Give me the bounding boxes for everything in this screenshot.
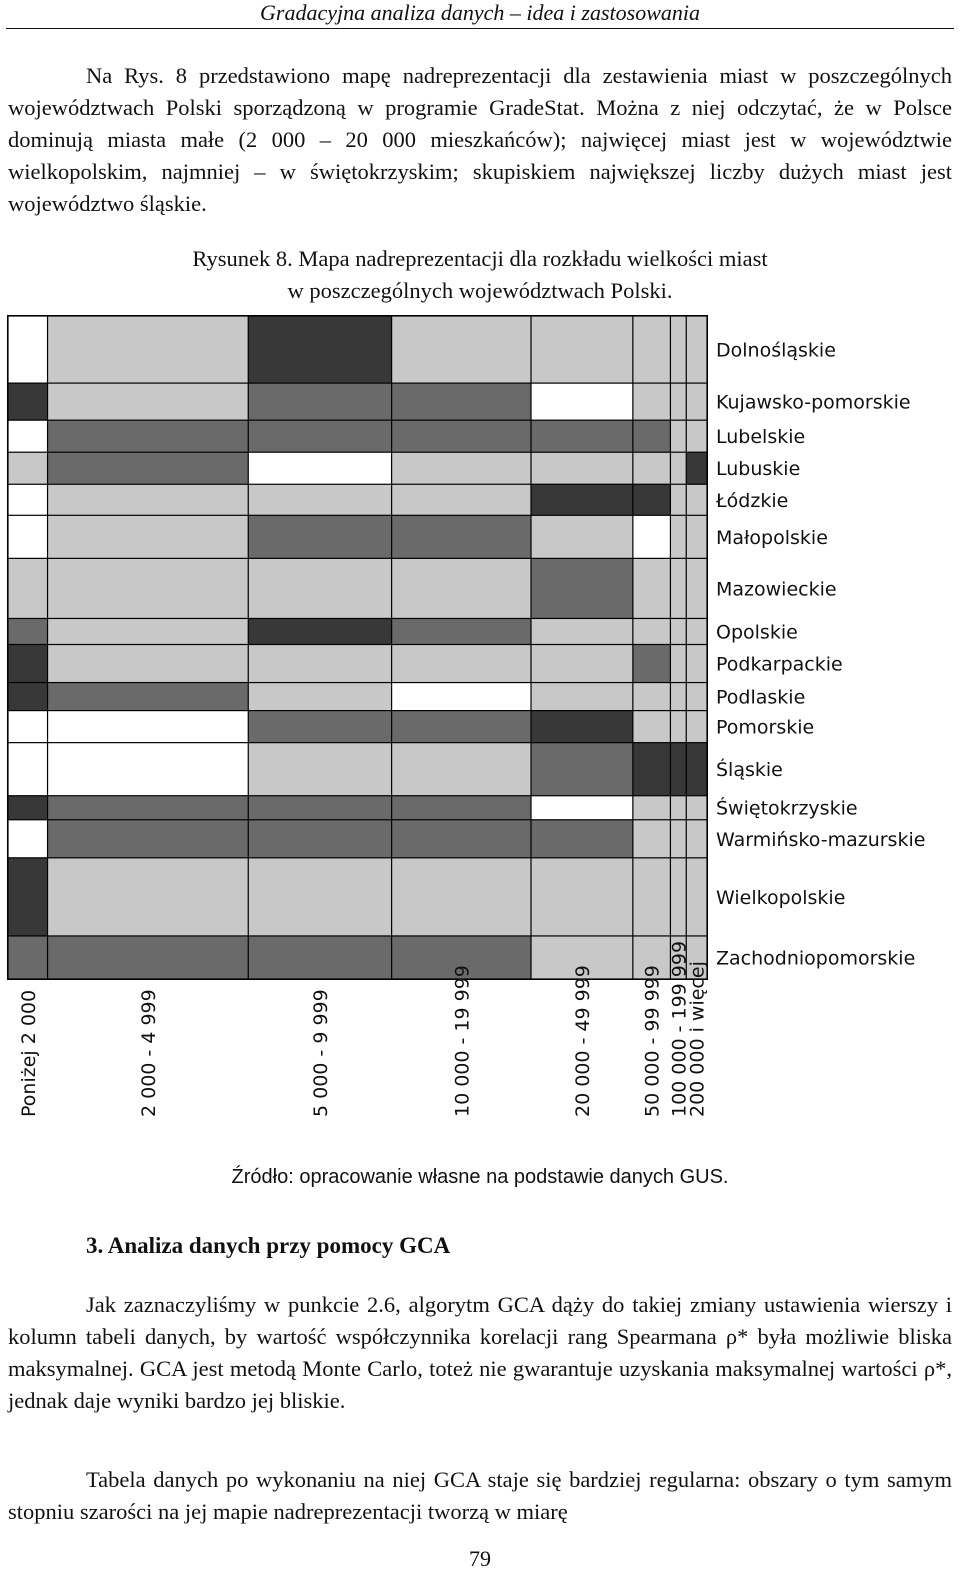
map-row — [9, 453, 707, 484]
map-cell — [671, 796, 686, 819]
map-cell — [633, 645, 669, 682]
map-row — [9, 796, 707, 819]
map-cell — [249, 485, 391, 515]
map-row — [9, 937, 707, 979]
map-cell — [687, 619, 707, 644]
map-cell — [633, 820, 669, 857]
paragraph-2-text: Jak zaznaczyliśmy w punkcie 2.6, algorytm GCA dąży do takiej zmiany ustawienia wierszy i kolumn tabeli danych, by wartość współczynnika korelacji rang Spearmana ρ* była możliwie bliska maksymalnej. GCA jest metodą Monte Carlo, toteż nie gwarantuje uzyskania maksymalnej wartości ρ*, jednak daje wyniki bardzo jej bliskie. — [8, 1292, 952, 1413]
map-cell — [671, 384, 686, 420]
map-cell — [9, 645, 47, 682]
map-cell — [687, 858, 707, 935]
map-cell — [9, 937, 47, 979]
page-number: 79 — [469, 1546, 491, 1571]
map-cell — [392, 559, 530, 618]
map-cell — [687, 317, 707, 383]
row-label: Opolskie — [716, 621, 798, 644]
running-title: Gradacyjna analiza danych – idea i zastosowania — [260, 0, 700, 25]
map-cell — [249, 711, 391, 742]
map-cell — [9, 619, 47, 644]
map-cell — [48, 317, 248, 383]
map-cell — [671, 485, 686, 515]
map-row — [9, 858, 707, 935]
map-cell — [9, 683, 47, 710]
map-cell — [687, 820, 707, 857]
map-cell — [671, 516, 686, 558]
map-cell — [532, 796, 633, 819]
map-cell — [633, 384, 669, 420]
map-cell — [687, 645, 707, 682]
column-label: 5 000 - 9 999 — [309, 989, 332, 1117]
row-label: Łódzkie — [716, 489, 789, 512]
map-cell — [9, 743, 47, 795]
map-row — [9, 683, 707, 710]
map-cell — [532, 645, 633, 682]
map-cell — [9, 421, 47, 452]
map-row — [9, 559, 707, 618]
row-label: Warmińsko-mazurskie — [716, 828, 926, 851]
row-label: Pomorskie — [716, 716, 815, 739]
row-label: Dolnośląskie — [716, 339, 836, 362]
map-cell — [532, 453, 633, 484]
map-cell — [392, 820, 530, 857]
map-cell — [687, 453, 707, 484]
map-cell — [532, 743, 633, 795]
map-row — [9, 743, 707, 795]
map-cell — [633, 485, 669, 515]
map-cell — [633, 711, 669, 742]
map-cell — [392, 743, 530, 795]
map-cell — [671, 820, 686, 857]
map-row — [9, 516, 707, 558]
map-cell — [9, 516, 47, 558]
map-cell — [532, 516, 633, 558]
map-cell — [249, 796, 391, 819]
column-label: 200 000 i więcej — [686, 961, 709, 1117]
map-cell — [392, 711, 530, 742]
map-cell — [532, 858, 633, 935]
map-cell — [671, 453, 686, 484]
map-cell — [633, 421, 669, 452]
map-cell — [48, 453, 248, 484]
map-cell — [249, 619, 391, 644]
map-cell — [671, 421, 686, 452]
column-label: Poniżej 2 000 — [17, 989, 40, 1117]
map-row — [9, 384, 707, 420]
row-label: Mazowieckie — [716, 578, 837, 601]
paragraph-2 — [8, 1289, 952, 1417]
map-cell — [48, 516, 248, 558]
figure-caption-line-1: Rysunek 8. Mapa nadreprezentacji dla rozkładu wielkości miast — [192, 246, 768, 271]
map-cell — [9, 453, 47, 484]
map-cell — [392, 317, 530, 383]
map-cell — [249, 645, 391, 682]
map-cell — [671, 619, 686, 644]
map-cell — [48, 796, 248, 819]
map-cell — [671, 559, 686, 618]
map-cell — [48, 937, 248, 979]
map-cell — [9, 796, 47, 819]
row-label: Wielkopolskie — [716, 886, 846, 909]
row-label: Zachodniopomorskie — [716, 947, 916, 970]
row-label: Świętokrzyskie — [716, 797, 858, 820]
map-cell — [633, 317, 669, 383]
column-label: 2 000 - 4 999 — [137, 989, 160, 1117]
map-cell — [671, 645, 686, 682]
map-cell — [633, 796, 669, 819]
map-cell — [48, 421, 248, 452]
map-cell — [9, 384, 47, 420]
map-cell — [48, 619, 248, 644]
map-cell — [687, 516, 707, 558]
map-cell — [687, 559, 707, 618]
header-rule — [6, 28, 954, 29]
row-label: Śląskie — [716, 759, 783, 782]
map-cell — [392, 421, 530, 452]
map-cell — [671, 858, 686, 935]
map-cell — [9, 317, 47, 383]
map-cell — [633, 453, 669, 484]
map-row — [9, 820, 707, 857]
paragraph-3-text: Tabela danych po wykonaniu na niej GCA staje się bardziej regularna: obszary o tym samym stopniu szarości na jej mapie nadreprezentacji tworzą w miarę — [8, 1467, 952, 1524]
map-cell — [392, 619, 530, 644]
map-cell — [532, 421, 633, 452]
map-cell — [532, 683, 633, 710]
map-cell — [633, 743, 669, 795]
map-cell — [392, 796, 530, 819]
map-cell — [48, 711, 248, 742]
overrepresentation-map — [0, 310, 960, 1160]
map-cell — [687, 711, 707, 742]
map-cell — [9, 711, 47, 742]
map-cell — [392, 516, 530, 558]
map-cell — [48, 645, 248, 682]
map-cell — [392, 384, 530, 420]
map-cell — [392, 683, 530, 710]
map-cell — [392, 453, 530, 484]
map-cell — [687, 683, 707, 710]
map-cell — [532, 384, 633, 420]
row-label: Podlaskie — [716, 686, 806, 709]
map-cell — [687, 796, 707, 819]
map-row — [9, 485, 707, 515]
map-cell — [392, 485, 530, 515]
map-cell — [48, 384, 248, 420]
map-row — [9, 619, 707, 644]
map-cell — [48, 559, 248, 618]
figure-source: Źródło: opracowanie własne na podstawie danych GUS. — [231, 1166, 729, 1188]
map-cell — [9, 858, 47, 935]
figure-caption-line-2: w poszczególnych województwach Polski. — [287, 278, 673, 303]
map-cell — [249, 743, 391, 795]
map-cell — [9, 820, 47, 857]
map-cell — [671, 743, 686, 795]
map-cell — [532, 485, 633, 515]
map-cell — [633, 683, 669, 710]
map-row — [9, 711, 707, 742]
paragraph-1 — [8, 60, 952, 220]
paragraph-3 — [8, 1464, 952, 1528]
column-label: 50 000 - 99 999 — [641, 965, 664, 1117]
map-cell — [687, 421, 707, 452]
map-cell — [687, 384, 707, 420]
map-cell — [532, 619, 633, 644]
column-label: 20 000 - 49 999 — [571, 965, 594, 1117]
map-cell — [249, 683, 391, 710]
map-cell — [249, 559, 391, 618]
map-cell — [532, 820, 633, 857]
map-cell — [249, 820, 391, 857]
map-cell — [392, 858, 530, 935]
map-cell — [9, 485, 47, 515]
map-cell — [671, 317, 686, 383]
row-label: Podkarpackie — [716, 653, 843, 676]
map-cell — [249, 937, 391, 979]
map-cell — [9, 559, 47, 618]
paragraph-1-text: Na Rys. 8 przedstawiono mapę nadreprezentacji dla zestawienia miast w poszczególnych województwach Polski sporządzoną w programie GradeStat. Można z niej odczytać, że w Polsce dominują miasta małe (2 000 – 20 000 mieszkańców); najwięcej miast jest w województwie wielkopolskim, najmniej – w świętokrzyskim; skupiskiem największej liczby dużych miast jest województwo śląskie. — [8, 63, 952, 216]
map-cell — [249, 421, 391, 452]
map-cell — [633, 559, 669, 618]
map-cell — [249, 384, 391, 420]
row-label: Lubuskie — [716, 458, 801, 481]
map-cell — [249, 858, 391, 935]
map-cell — [687, 485, 707, 515]
row-label: Kujawsko-pomorskie — [716, 391, 911, 414]
map-cell — [48, 820, 248, 857]
map-cell — [48, 683, 248, 710]
map-cell — [249, 453, 391, 484]
map-row — [9, 421, 707, 452]
map-cell — [249, 317, 391, 383]
map-cell — [633, 619, 669, 644]
column-label: 10 000 - 19 999 — [451, 965, 474, 1117]
map-row — [9, 645, 707, 682]
map-cell — [48, 743, 248, 795]
row-label: Lubelskie — [716, 426, 806, 449]
map-cell — [633, 516, 669, 558]
map-row — [9, 317, 707, 383]
map-cell — [48, 858, 248, 935]
map-cell — [392, 645, 530, 682]
column-label: 100 000 - 199 999 — [668, 940, 691, 1117]
map-cell — [671, 711, 686, 742]
map-cell — [532, 559, 633, 618]
map-cell — [633, 858, 669, 935]
map-cell — [687, 743, 707, 795]
map-cell — [532, 317, 633, 383]
section-heading: 3. Analiza danych przy pomocy GCA — [86, 1233, 451, 1258]
map-cell — [532, 711, 633, 742]
map-cell — [249, 516, 391, 558]
row-label: Małopolskie — [716, 526, 828, 549]
map-cell — [48, 485, 248, 515]
map-cell — [671, 683, 686, 710]
